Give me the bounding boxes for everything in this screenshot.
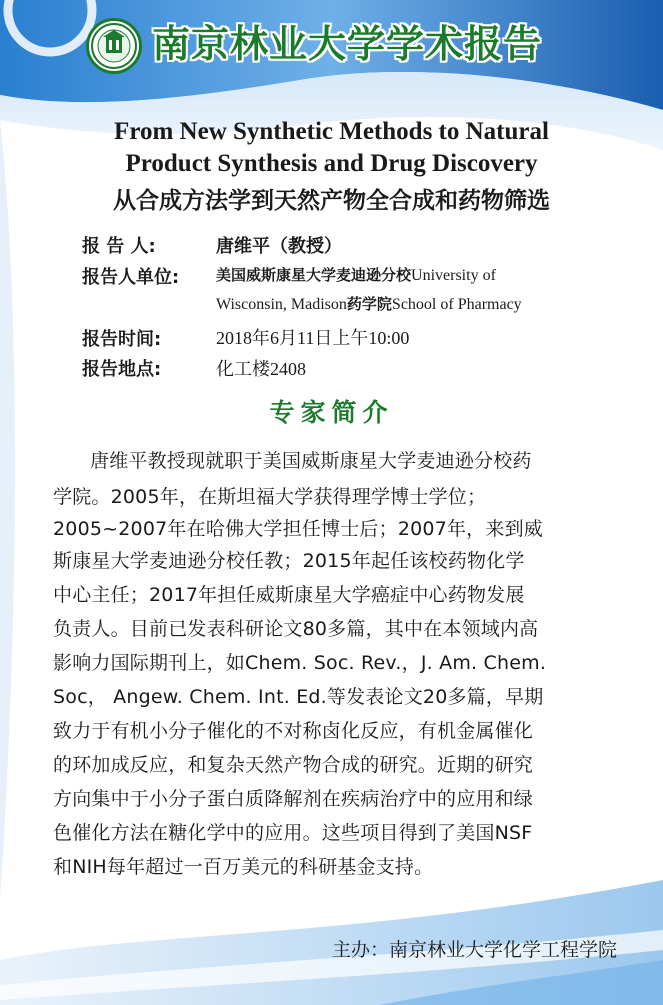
- bio-line: 学院。2005年，在斯坦福大学获得理学博士学位；: [53, 486, 487, 508]
- bio-line: 斯康星大学麦迪逊分校任教；2015年起任该校药物化学: [53, 550, 525, 572]
- poster-header-title: 南京林业大学学术报告: [152, 21, 543, 66]
- location-label: 报告地点:: [82, 359, 162, 380]
- university-logo: [86, 18, 142, 74]
- bio-line: Soc， Angew. Chem. Int. Ed.等发表论文20多篇，早期: [53, 686, 544, 708]
- talk-title-en-line1: From New Synthetic Methods to Natural: [114, 118, 549, 145]
- bio-line: 影响力国际期刊上，如Chem. Soc. Rev.，J. Am. Chem.: [53, 652, 547, 674]
- talk-title-en-line2: Product Synthesis and Drug Discovery: [125, 150, 538, 177]
- affiliation-line2: [216, 293, 522, 314]
- speaker-label: 报 告 人:: [82, 236, 156, 257]
- affiliation-line2-zh: 药学院: [346, 295, 392, 313]
- speaker-value: 唐维平（教授）: [216, 236, 342, 257]
- affiliation-line1: [216, 264, 496, 285]
- talk-title-zh: 从合成方法学到天然产物全合成和药物筛选: [113, 187, 550, 214]
- bio-line: 中心主任；2017年担任威斯康星大学癌症中心药物发展: [53, 584, 525, 606]
- bio-line: 方向集中于小分子蛋白质降解剂在疾病治疗中的应用和绿: [53, 788, 534, 810]
- host-organizer: 主办：南京林业大学化学工程学院: [331, 939, 617, 961]
- emblem-icon: [89, 21, 139, 71]
- bio-line: 致力于有机小分子催化的不对称卤化反应，有机金属催化: [53, 720, 534, 742]
- bio-line: 和NIH每年超过一百万美元的科研基金支持。: [53, 856, 434, 878]
- bio-line: 2005~2007年在哈佛大学担任博士后；2007年，来到威: [53, 518, 543, 540]
- bio-heading: 专家简介: [269, 398, 394, 427]
- affiliation-label: 报告人单位:: [82, 267, 180, 288]
- time-value: 2018年6月11日上午10:00: [216, 328, 410, 348]
- time-label: 报告时间:: [82, 329, 162, 350]
- bio-line: 色催化方法在糖化学中的应用。这些项目得到了美国NSF: [53, 822, 533, 844]
- affiliation-line1-en: University of: [411, 267, 496, 284]
- affiliation-line2-en-a: Wisconsin, Madison: [216, 296, 347, 313]
- bio-line: 唐维平教授现就职于美国威斯康星大学麦迪逊分校药: [90, 450, 532, 472]
- affiliation-line1-zh: 美国威斯康星大学麦迪逊分校: [216, 266, 412, 284]
- affiliation-line2-en-b: School of Pharmacy: [391, 296, 522, 313]
- location-value: 化工楼2408: [216, 359, 306, 379]
- bio-line: 负责人。目前已发表科研论文80多篇，其中在本领域内高: [53, 618, 539, 640]
- bio-line: 的环加成反应，和复杂天然产物合成的研究。近期的研究: [53, 754, 534, 776]
